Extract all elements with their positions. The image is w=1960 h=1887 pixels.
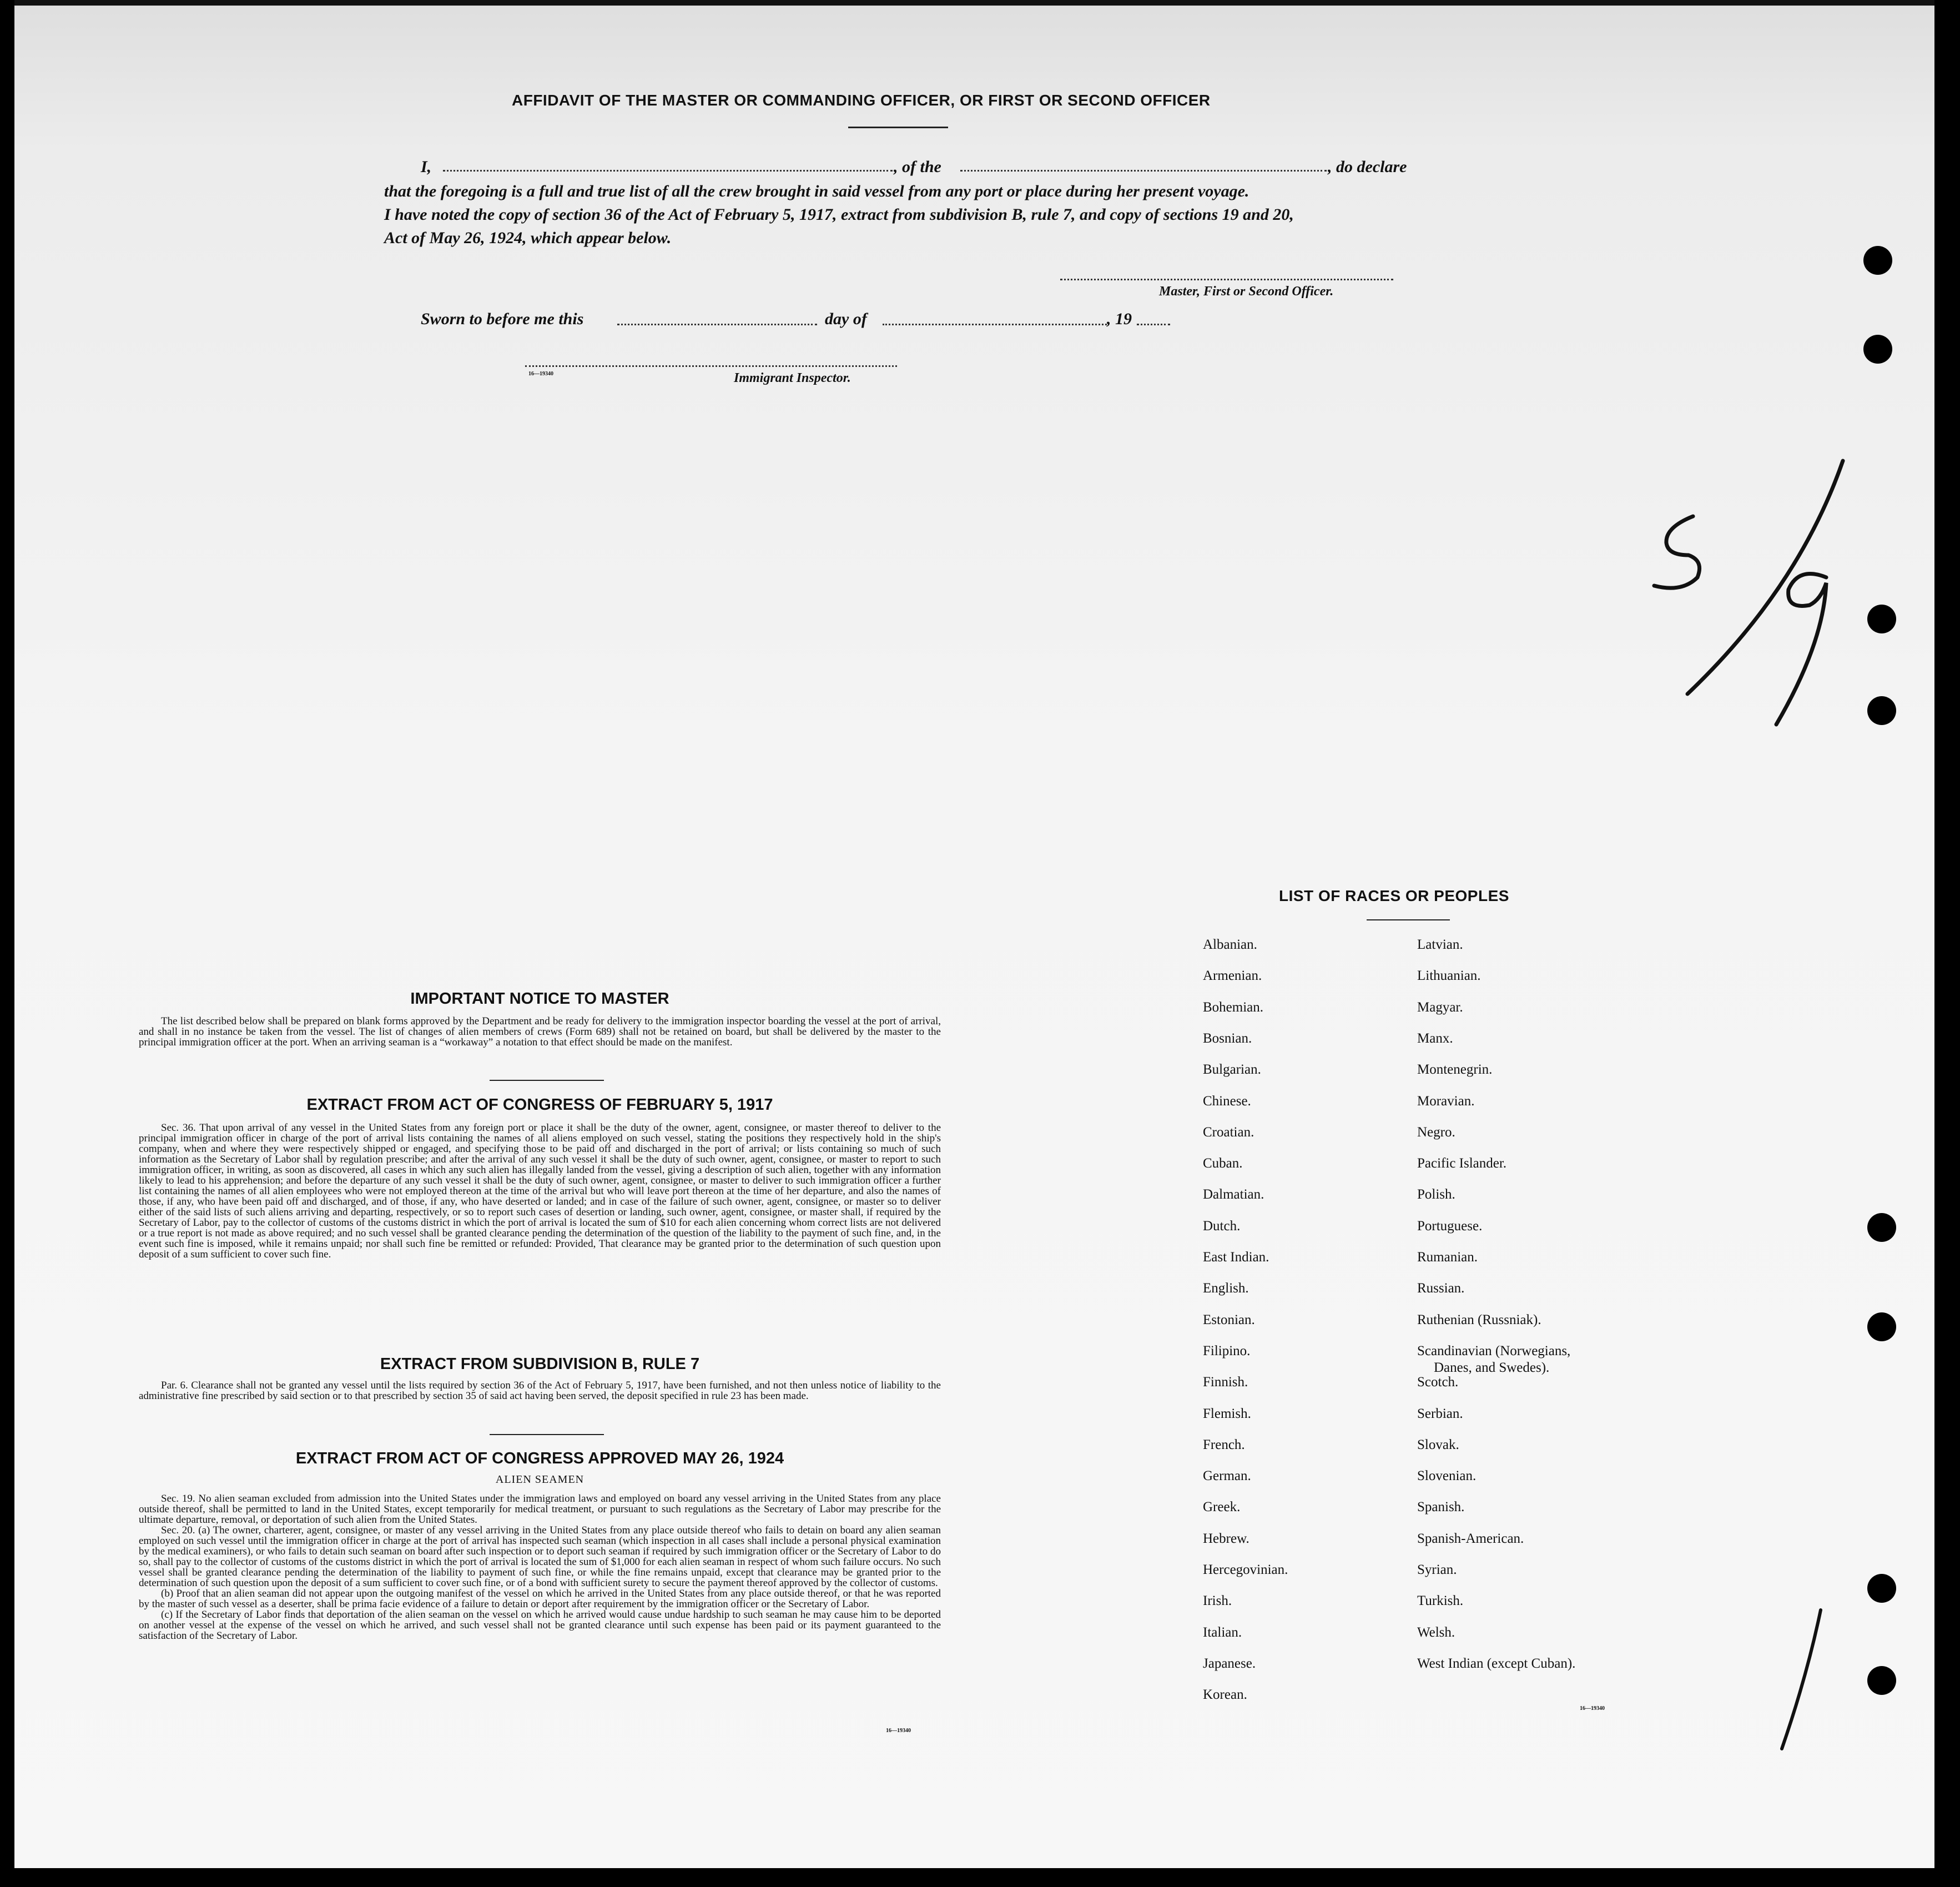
vessel-blank: [960, 170, 1327, 172]
race-item: Portuguese.: [1417, 1219, 1483, 1234]
race-item: Spanish.: [1417, 1499, 1465, 1514]
race-item: Scotch.: [1417, 1375, 1459, 1390]
race-item: East Indian.: [1203, 1250, 1269, 1265]
notice-body: [139, 1016, 941, 1048]
race-item: Hebrew.: [1203, 1531, 1249, 1546]
sworn-year-blank: [1137, 324, 1170, 325]
race-item: Lithuanian.: [1417, 968, 1481, 983]
scan-border-right: [1934, 0, 1960, 1887]
punch-hole-3: [1867, 605, 1896, 633]
master-signature-line: [1060, 279, 1393, 280]
race-item: Magyar.: [1417, 1000, 1463, 1015]
race-item: Rumanian.: [1417, 1250, 1478, 1265]
race-item: Negro.: [1417, 1125, 1455, 1140]
notice-title: IMPORTANT NOTICE TO MASTER: [410, 990, 669, 1008]
race-item: Flemish.: [1203, 1406, 1251, 1421]
race-item: Scandinavian (Norwegians,: [1417, 1343, 1571, 1358]
race-item: Manx.: [1417, 1031, 1453, 1046]
punch-hole-5: [1867, 1213, 1896, 1242]
race-item: Albanian.: [1203, 937, 1257, 952]
race-item: Finnish.: [1203, 1375, 1248, 1390]
name-blank: [443, 170, 893, 172]
race-item: Japanese.: [1203, 1656, 1256, 1671]
race-item: French.: [1203, 1437, 1245, 1452]
subdivision-b-title: EXTRACT FROM SUBDIVISION B, RULE 7: [380, 1355, 700, 1373]
extract-1917-text: Sec. 36. That upon arrival of any vessel in the United States from any foreign port or place it shall be the duty of the owner, agent, consignee, or master thereof to deliver to the principal immigration officer in charge of the port of arrival lists containing the names of all aliens employed on such vessel, stating the positions they respectively hold in the ship's company, when and where they were respectively shipped or engaged, and specifying those to be paid off and discharged in the port of arrival; or lists containing so much of such information as the Secretary of Labor shall by regulation prescribe; and after the arrival of any such vessel it shall be the duty of such owner, agent, consignee, or master to report to such immigration officer, in writing, as soon as discovered, all cases in which any such alien has illegally landed from the vessel, giving a description of such alien, together with any information likely to lead to his apprehension; and before the departure of any such vessel it shall be the duty of such owner, agent, consignee, or master to deliver to such immigration officer a further list containing the names of all alien employees who were not employed thereon at the time of the arrival but who will leave port thereon at the time of her departure, and also the names of those, if any, who have been paid off and discharged, and of those, if any, who have deserted or landed; and in case of the failure of such owner, agent, consignee, or master so to deliver either of the said lists of such aliens arriving and departing, respectively, or so to report such cases of desertion or landing, such owner, agent, consignee, or master shall, if required by the Secretary of Labor, pay to the collector of customs of the customs district in which the port of arrival is located the sum of $10 for each alien concerning whom correct lists are not delivered or a true report is not made as above required; and no such vessel shall be granted clearance pending the determination of the question of the liability to the payment of such fine, and, in the event such fine is imposed, while it remains unpaid; nor shall such fine be remitted or refunded: Provided, That clearance may be granted prior to the determination of such question upon deposit of a sum sufficient to cover such fine.: [139, 1122, 941, 1260]
race-item: Bulgarian.: [1203, 1062, 1261, 1077]
race-item: Spanish-American.: [1417, 1531, 1524, 1546]
race-item: Latvian.: [1417, 937, 1463, 952]
sworn-day-blank: [617, 324, 817, 325]
subdivision-b-body: [139, 1380, 941, 1401]
affidavit-of-the: , of the: [894, 158, 941, 176]
extract-1917-body: [139, 1123, 941, 1260]
punch-hole-2: [1863, 335, 1892, 364]
race-item: Armenian.: [1203, 968, 1262, 983]
race-item: English.: [1203, 1281, 1249, 1296]
race-item: Welsh.: [1417, 1625, 1455, 1640]
race-item: Hercegovinian.: [1203, 1562, 1288, 1577]
year-label: , 19: [1107, 310, 1132, 328]
inspector-signature-label: Immigrant Inspector.: [734, 371, 851, 385]
punch-hole-6: [1867, 1312, 1896, 1341]
race-item: Korean.: [1203, 1687, 1247, 1702]
sec-20b-text: (b) Proof that an alien seaman did not appear upon the outgoing manifest of the vessel on which he arrived in the United States from any place outside thereof, or that he was reported by the master of such vessel as a deserter, shall be prima facie evidence of a failure to detain or deport after requirement by the immigration officer or the Secretary of Labor.: [139, 1588, 941, 1610]
punch-hole-8: [1867, 1666, 1896, 1695]
race-item: Bosnian.: [1203, 1031, 1252, 1046]
punch-hole-1: [1863, 246, 1892, 275]
sworn-label: Sworn to before me this: [421, 310, 584, 328]
race-item: Moravian.: [1417, 1094, 1475, 1109]
affidavit-line-2: that the foregoing is a full and true list of all the crew brought in said vessel from any port or place during her present voyage.: [384, 182, 1249, 200]
notice-text: The list described below shall be prepared on blank forms approved by the Department and be ready for delivery to the immigration inspector boarding the vessel at the port of arrival, and shall in no instance be taken from the vessel. The list of changes of alien members of crews (Form 689) shall not be retained on board, but shall be delivered by the master to the principal immigration officer at the port. When an arriving seaman is a “workaway” a notation to that effect should be made on the manifest.: [139, 1015, 941, 1048]
race-item: Dutch.: [1203, 1219, 1241, 1234]
race-item: Irish.: [1203, 1593, 1232, 1608]
races-title: LIST OF RACES OR PEOPLES: [1279, 887, 1509, 904]
race-item: Filipino.: [1203, 1343, 1251, 1358]
day-of-label: day of: [825, 310, 867, 328]
sworn-month-blank: [883, 324, 1107, 325]
race-item: Ruthenian (Russniak).: [1417, 1312, 1541, 1327]
extract-1924-title: EXTRACT FROM ACT OF CONGRESS APPROVED MAY 26, 1924: [295, 1450, 784, 1467]
extract-1924-form-number: 16—19340: [886, 1728, 911, 1734]
race-item: Russian.: [1417, 1281, 1465, 1296]
affidavit-i: I,: [421, 158, 432, 176]
scan-border-bottom: [0, 1868, 1960, 1887]
race-item: Turkish.: [1417, 1593, 1464, 1608]
affidavit-title: AFFIDAVIT OF THE MASTER OR COMMANDING OFFICER, OR FIRST OR SECOND OFFICER: [512, 92, 1211, 109]
race-item: Slovenian.: [1417, 1468, 1477, 1483]
sec-19-text: Sec. 19. No alien seaman excluded from admission into the United States under the immigration laws and employed on board any vessel arriving in the United States from any place outside thereof, shall be permitted to land in the United States, except temporarily for medical treatment, or pursuant to such regulations as the Secretary of Labor may prescribe for the ultimate departure, removal, or deportation of such alien from the United States.: [139, 1493, 941, 1526]
race-item: Montenegrin.: [1417, 1062, 1493, 1077]
scan-border-top: [0, 0, 1960, 6]
race-item: Chinese.: [1203, 1094, 1251, 1109]
punch-hole-7: [1867, 1574, 1896, 1603]
affidavit-line-4: Act of May 26, 1924, which appear below.: [384, 229, 672, 247]
extract-1924-subtitle: ALIEN SEAMEN: [495, 1473, 585, 1486]
subdivision-b-text: Par. 6. Clearance shall not be granted any vessel until the lists required by section 36 of the Act of February 5, 1917, have been furnished, and not then unless notice of liability to the administrative fine prescribed by said section or to that prescribed by section 35 of said act having been served, the deposit specified in rule 23 has been made.: [139, 1380, 941, 1402]
notice-rule: [490, 1080, 604, 1081]
affidavit-form-number: 16—19340: [528, 371, 553, 377]
race-item: Slovak.: [1417, 1437, 1459, 1452]
race-item: Greek.: [1203, 1499, 1241, 1514]
affidavit-line-3: I have noted the copy of section 36 of the Act of February 5, 1917, extract from subdivision B, rule 7, and copy of sections 19 and 20,: [384, 205, 1294, 224]
extract-1917-title: EXTRACT FROM ACT OF CONGRESS OF FEBRUARY 5, 1917: [306, 1096, 773, 1114]
race-item: Polish.: [1417, 1187, 1455, 1202]
races-title-rule: [1367, 919, 1450, 920]
race-item: Estonian.: [1203, 1312, 1255, 1327]
race-item: Italian.: [1203, 1625, 1242, 1640]
race-item: Serbian.: [1417, 1406, 1463, 1421]
race-item: Croatian.: [1203, 1125, 1254, 1140]
race-item: Dalmatian.: [1203, 1187, 1264, 1202]
inspector-signature-line: [525, 365, 897, 367]
scan-border-left: [0, 0, 14, 1887]
race-item: Syrian.: [1417, 1562, 1457, 1577]
race-item: Pacific Islander.: [1417, 1156, 1507, 1171]
affidavit-declare: , do declare: [1328, 158, 1407, 176]
race-item: Danes, and Swedes).: [1434, 1360, 1550, 1375]
race-item: German.: [1203, 1468, 1251, 1483]
races-form-number: 16—19340: [1580, 1705, 1605, 1712]
sec-20a-text: Sec. 20. (a) The owner, charterer, agent, consignee, or master of any vessel arriving in the United States from any place outside thereof who fails to detain on board any alien seaman employed on such vessel until the immigration officer in charge at the port of arrival has inspected such seaman (which inspection in all cases shall include a personal physical examination by the medical examiners), or who fails to detain such seaman on board after such inspection or to deport such seaman if required by such immigration officer or the Secretary of Labor to do so, shall pay to the collector of customs of the customs district in which the port of arrival is located the sum of $1,000 for each alien seaman in respect of whom such failure occurs. No such vessel shall be granted clearance pending the determination of the liability to payment of such fine, or while the fine remains unpaid, except that clearance may be granted prior to the determination of such question upon the deposit of a sum sufficient to cover such fine, or of a bond with sufficient surety to secure the payment thereof approved by the collector of customs.: [139, 1524, 941, 1589]
master-signature-label: Master, First or Second Officer.: [1159, 284, 1334, 299]
affidavit-title-rule: [848, 127, 948, 128]
extract-1924-body: [139, 1493, 941, 1641]
subdivision-b-rule: [490, 1434, 604, 1435]
race-item: Cuban.: [1203, 1156, 1243, 1171]
punch-hole-4: [1867, 696, 1896, 725]
sec-20c-text: (c) If the Secretary of Labor finds that deportation of the alien seaman on the vessel on which he arrived would cause undue hardship to such seaman he may cause him to be deported on another vessel at the expense of the vessel on which he arrived, and such vessel shall not be granted clearance until such expense has been paid or its payment guaranteed to the satisfaction of the Secretary of Labor.: [139, 1609, 941, 1642]
race-item: West Indian (except Cuban).: [1417, 1656, 1576, 1671]
race-item: Bohemian.: [1203, 1000, 1264, 1015]
